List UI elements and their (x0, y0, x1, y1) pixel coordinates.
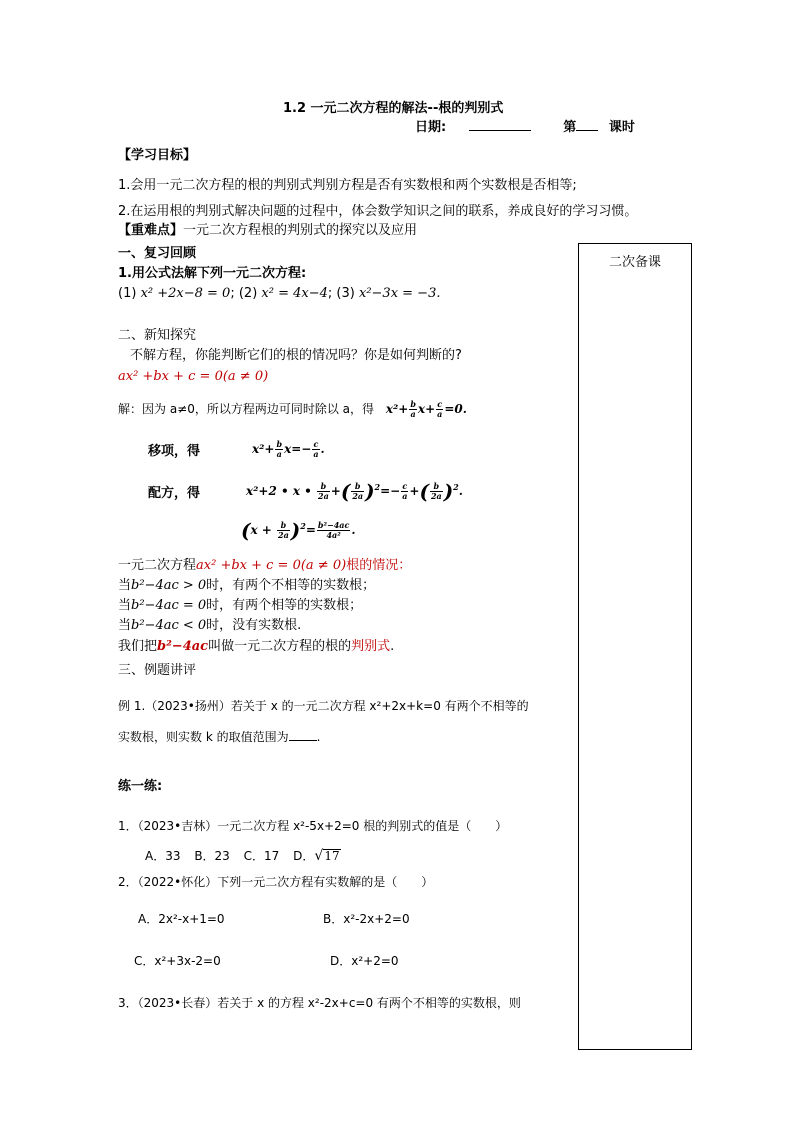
completed-square-equation: (x + $\frac{b}{2a}$ )$^2$= $\frac{\text{b²−4ac}}{\text{4a²}}$ . (241, 518, 356, 543)
date-field (415, 118, 635, 137)
case3-text: 时，没有实数根. (206, 618, 302, 633)
notes-box-label: 二次备课 (608, 255, 661, 270)
step-move-equation: x²+ $\frac{b}{a}$ x=− $\frac{c}{a}$ . (252, 439, 325, 459)
eq1-label: (1) (118, 286, 137, 301)
eq3: x²−3x = −3. (358, 286, 441, 301)
example-1-end: . (316, 730, 321, 744)
answer-blank (289, 728, 317, 741)
case1-expr: b²−4ac > 0 (131, 578, 207, 593)
review-heading: 一、复习回顾 (118, 246, 197, 261)
q1-option-b: B．23 (194, 849, 230, 863)
key-text: 一元二次方程根的判别式的探究以及应用 (183, 223, 418, 238)
case3-expr: b²−4ac < 0 (131, 618, 207, 633)
key-points (118, 222, 417, 240)
case-1 (118, 577, 375, 595)
solution-line (118, 400, 467, 419)
goals-heading: 【学习目标】 (118, 148, 197, 163)
key-label: 【重难点】 (118, 223, 184, 238)
q1-option-a: A．33 (145, 849, 181, 863)
discriminant-conclusion (118, 638, 394, 656)
cases-intro-eq: ax² +bx + c = 0(a ≠ 0) (196, 558, 347, 573)
conclusion-expr: b²−4ac (157, 639, 209, 654)
case-when: 当 (118, 578, 132, 593)
example-1-line-2 (118, 728, 320, 746)
page-title: 1.2 一元二次方程的解法--根的判别式 (283, 101, 504, 116)
case1-text: 时，有两个不相等的实数根； (206, 578, 376, 593)
step-square-label: 配方，得 (148, 486, 201, 501)
case2-text: 时，有两个相等的实数根； (206, 598, 363, 613)
eq-separator: ; (230, 286, 235, 301)
q1-option-d-sqrt: 17 (324, 849, 340, 863)
explore-heading: 二、新知探究 (118, 328, 197, 343)
eq-separator: ; (327, 286, 333, 301)
date-blank (469, 118, 531, 131)
practice-q1: 1．（2023•吉林）一元二次方程 x²-5x+2=0 根的判别式的值是（ ） (118, 819, 508, 833)
q2-option-a: A．2x²-x+1=0 (138, 912, 225, 926)
step-move-label: 移项，得 (148, 444, 201, 459)
eq2: x² = 4x−4 (261, 286, 328, 301)
cases-intro (118, 557, 411, 575)
goal-item-1: 1.会用一元二次方程的根的判别式判别方程是否有实数根和两个实数根是否相等; (118, 178, 577, 193)
conclusion-pre: 我们把 (118, 639, 158, 654)
notes-box (578, 243, 692, 1050)
goal-item-2: 2.在运用根的判别式解决问题的过程中，体会数学知识之间的联系，养成良好的学习习惯。 (118, 204, 638, 219)
step-square-equation: x²+2 • x • $\frac{b}{2a}$ +( $\frac{b}{2a}$ )$^2$=− $\frac{c}{a}$ +( $\frac{b}{2a}$ )$^2$. (246, 479, 463, 504)
general-equation: ax² +bx + c = 0(a ≠ 0) (118, 369, 269, 384)
case-when: 当 (118, 618, 132, 633)
cases-intro-pre: 一元二次方程 (118, 558, 197, 573)
review-equations (118, 285, 440, 303)
review-task: 1.用公式法解下列一元二次方程: (118, 266, 307, 281)
conclusion-end: . (390, 639, 395, 654)
eq2-label: (2) (238, 286, 258, 301)
conclusion-mid: 叫做一元二次方程的根的 (208, 639, 352, 654)
case2-expr: b²−4ac = 0 (131, 598, 207, 613)
case-3 (118, 617, 301, 635)
case-2 (118, 597, 362, 615)
practice-q2: 2．（2022•怀化）下列一元二次方程有实数解的是（ ） (118, 875, 434, 889)
conclusion-key: 判别式 (351, 639, 391, 654)
date-label: 日期: (415, 120, 447, 135)
examples-heading: 三、例题讲评 (118, 663, 197, 678)
lesson-label-pre: 第 (563, 120, 577, 135)
example-1-line-1: 例 1.（2023•扬州）若关于 x 的一元二次方程 x²+2x+k=0 有两个不相等的 (118, 699, 529, 713)
eq1: x² +2x−8 = 0 (140, 286, 231, 301)
explore-question: 不解方程，你能判断它们的根的情况吗？你是如何判断的? (130, 348, 462, 363)
q1-option-d: D． (293, 849, 315, 863)
lesson-blank (576, 118, 598, 131)
practice-heading: 练一练: (118, 779, 163, 794)
practice-q1-options: A．33 B．23 C．17 D．√17 (145, 848, 340, 864)
q2-option-b: B．x²-2x+2=0 (323, 912, 410, 926)
practice-q3: 3．（2023•长春）若关于 x 的方程 x²-2x+c=0 有两个不相等的实数根，则 (118, 996, 521, 1010)
case-when: 当 (118, 598, 132, 613)
example-1-text: 实数根，则实数 k 的取值范围为 (118, 730, 289, 744)
q2-option-d: D．x²+2=0 (330, 954, 399, 968)
q2-option-c: C．x²+3x-2=0 (134, 954, 221, 968)
eq3-label: (3) (336, 286, 355, 301)
normalized-equation: x²+ $\frac{b}{a}$ x+ $\frac{c}{a}$ =0. (385, 399, 467, 419)
solution-prefix: 解：因为 a≠0，所以方程两边可同时除以 a，得 (118, 402, 375, 416)
cases-intro-post: 根的情况： (346, 558, 412, 573)
lesson-label-post: 课时 (608, 120, 635, 135)
q1-option-c: C．17 (243, 849, 280, 863)
